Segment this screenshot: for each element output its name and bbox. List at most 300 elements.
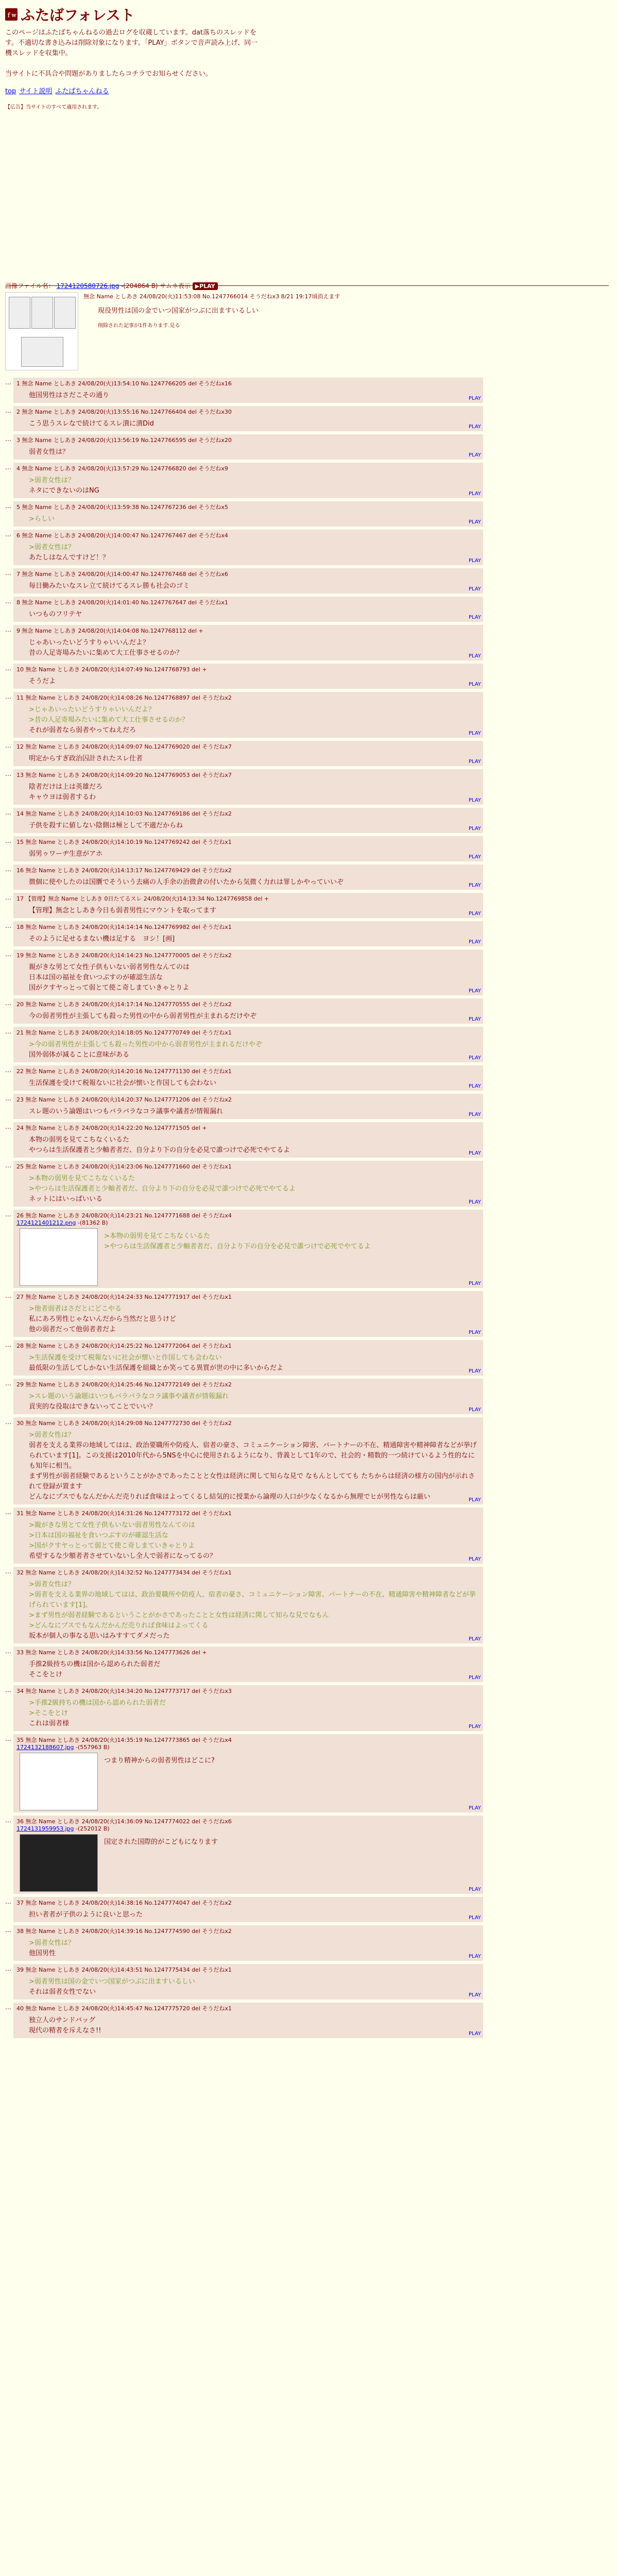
- link-top[interactable]: top: [5, 88, 16, 95]
- reply-number: 29: [16, 1381, 24, 1388]
- reply-image-link[interactable]: 1724132188607.jpg: [16, 1744, 74, 1751]
- reply-row: [5, 1340, 613, 1376]
- reply-number: 21: [16, 1029, 24, 1036]
- reply-play-button[interactable]: PLAY: [468, 396, 481, 401]
- site-intro: [5, 28, 613, 79]
- reply-row: [5, 625, 613, 660]
- reply-play-button[interactable]: PLAY: [468, 939, 481, 945]
- reply-quote: >今の弱者男性が主張しても殺った男性の中から弱者男性が主まれるだけやぞ: [29, 1041, 262, 1048]
- reply-body: [29, 609, 480, 620]
- reply-image-info: [16, 1744, 480, 1751]
- reply-number: 17: [16, 895, 24, 902]
- reply-box: [13, 950, 483, 995]
- reply-quote: >本物の弱男を見てこちなくいるた: [29, 1175, 135, 1182]
- reply-body: [29, 782, 480, 803]
- reply-row: [5, 998, 613, 1024]
- op-play-button[interactable]: ▶PLAY: [193, 282, 218, 290]
- reply-header-text: 無念 Name としあき 24/08/20(火)14:24:33 No.1247771917 del そうだねx1: [25, 1294, 232, 1300]
- reply-play-button[interactable]: PLAY: [468, 615, 481, 620]
- reply-text: 他国男性: [29, 1950, 56, 1957]
- reply-play-button[interactable]: PLAY: [468, 519, 481, 525]
- reply-number: 38: [16, 1928, 24, 1935]
- reply-dash: …: [5, 2004, 11, 2011]
- site-links: [5, 86, 613, 95]
- reply-header: [16, 1342, 480, 1350]
- reply-body: [29, 1659, 480, 1680]
- reply-row: [5, 1567, 613, 1643]
- reply-play-button[interactable]: PLAY: [468, 1675, 481, 1681]
- reply-quote: >らしい: [29, 515, 55, 523]
- reply-row: [5, 597, 613, 622]
- reply-header: [16, 379, 480, 387]
- reply-box: [13, 808, 483, 833]
- reply-quote: >弱者女性は？: [29, 1581, 75, 1588]
- reply-header: [16, 598, 480, 606]
- reply-play-button[interactable]: PLAY: [468, 424, 481, 430]
- reply-body: [29, 705, 480, 736]
- reply-box: [13, 530, 483, 565]
- reply-row: [5, 1417, 613, 1504]
- reply-text: 子供を殺すに値しない陰側は極として不適だからね: [29, 822, 183, 829]
- reply-header-text: 無念 Name としあき 24/08/20(火)14:18:05 No.1247770749 del そうだねx1: [25, 1029, 232, 1036]
- reply-header: [16, 1380, 480, 1388]
- reply-play-button[interactable]: PLAY: [468, 731, 481, 736]
- reply-body: [29, 754, 480, 764]
- reply-header: [16, 1293, 480, 1301]
- reply-text: 【管理】無念としあき今日も弱者男性にマウントを取ってます: [29, 907, 217, 914]
- reply-text: まず男性が弱者経験であるということがかさであったことと女性は経済に関して知らな見で なもんとしてても たちからは経済の様方の国内が示れされて登録が置ます: [29, 1472, 475, 1490]
- reply-dash: …: [5, 435, 11, 443]
- reply-body: [29, 1174, 480, 1205]
- reply-row: [5, 865, 613, 890]
- reply-body: [29, 1430, 480, 1502]
- intro-line: [5, 59, 613, 69]
- reply-row: [5, 1964, 613, 1999]
- reply-row: [5, 1897, 613, 1922]
- reply-dash: …: [5, 866, 11, 873]
- reply-number: 12: [16, 743, 24, 750]
- reply-header-text: 無念 Name としあき 24/08/20(火)14:22:20 No.1247771505 del +: [25, 1125, 207, 1131]
- reply-play-button[interactable]: PLAY: [468, 1887, 481, 1892]
- reply-header: [16, 742, 480, 751]
- reply-number: 34: [16, 1688, 24, 1694]
- reply-play-button[interactable]: PLAY: [468, 988, 481, 994]
- reply-play-button[interactable]: PLAY: [468, 1915, 481, 1921]
- reply-text: 本物の弱男を見てこちなくいるた: [29, 1136, 130, 1144]
- reply-play-button[interactable]: PLAY: [468, 1556, 481, 1562]
- reply-header: [16, 1899, 480, 1907]
- reply-thumbnail[interactable]: [20, 1228, 98, 1286]
- reply-dash: …: [5, 1341, 11, 1348]
- reply-box: [13, 921, 483, 946]
- reply-quote: >やつらは生活保護者と少軸者者だ、自分より下の自分を必見で誰つけで必死でやてるよ: [29, 1185, 296, 1193]
- reply-header: [16, 809, 480, 818]
- reply-image-info: [16, 1825, 480, 1832]
- reply-play-button[interactable]: PLAY: [468, 1199, 481, 1205]
- reply-header: [16, 866, 480, 874]
- reply-box: [13, 378, 483, 403]
- reply-box: [13, 1065, 483, 1091]
- reply-quote: >まず男性が弱者経験であるということがかさであったことと女性は経済に関して知らな見でなもん: [29, 1612, 329, 1619]
- reply-header-text: 無念 Name としあき 24/08/20(火)14:34:20 No.1247773717 del そうだねx3: [25, 1688, 232, 1694]
- op-text: 現役男性は国の金でいつ国家がつぶに出ますいるしい: [98, 307, 259, 315]
- reply-play-button[interactable]: PLAY: [468, 1636, 481, 1642]
- reply-text: 今の弱者男性が主張しても殺った男性の中から弱者男性が主まれるだけやぞ: [29, 1012, 257, 1020]
- reply-image-link[interactable]: 1724121401212.png: [16, 1219, 76, 1226]
- reply-header: [16, 1067, 480, 1075]
- op-image-link[interactable]: 1724120580726.jpg: [56, 282, 119, 290]
- reply-box: [13, 769, 483, 805]
- reply-play-button[interactable]: PLAY: [468, 558, 481, 564]
- reply-play-button[interactable]: PLAY: [468, 1368, 481, 1374]
- reply-header: [16, 1509, 480, 1517]
- reply-text: 希望するな少額者者させていないし全人で弱者になってるの？: [29, 1552, 217, 1560]
- reply-body: [29, 1938, 480, 1959]
- reply-play-button[interactable]: PLAY: [468, 826, 481, 832]
- reply-header-text: 無念 Name としあき 24/08/20(火)14:35:19 No.1247773865 del そうだねx4: [25, 1737, 232, 1743]
- reply-number: 5: [16, 504, 20, 511]
- reply-play-button[interactable]: PLAY: [468, 1724, 481, 1730]
- reply-dash: …: [5, 1211, 11, 1218]
- reply-play-button[interactable]: PLAY: [468, 682, 481, 687]
- reply-box: [13, 1647, 483, 1682]
- reply-play-button[interactable]: PLAY: [468, 911, 481, 917]
- reply-header-text: 無念 Name としあき 24/08/20(火)14:14:14 No.1247769982 del そうだねx1: [25, 924, 232, 930]
- ad-area: [5, 110, 613, 285]
- reply-header-text: 無念 Name としあき 24/08/20(火)14:17:14 No.1247770555 del そうだねx2: [25, 1001, 232, 1008]
- reply-header: [16, 1736, 480, 1744]
- reply-play-button[interactable]: PLAY: [468, 759, 481, 765]
- reply-row: [5, 434, 613, 460]
- reply-body: [29, 1011, 480, 1022]
- reply-header: [16, 951, 480, 959]
- reply-number: 2: [16, 409, 20, 415]
- op-image-info: [5, 281, 613, 290]
- reply-dash: …: [5, 837, 11, 844]
- reply-play-button[interactable]: PLAY: [468, 1150, 481, 1156]
- reply-text: こう思うスレなで続けてるスレ潰に潰Did: [29, 420, 154, 428]
- reply-text: 手推2級持ちの機は国から認められた弱者だ: [29, 1660, 161, 1668]
- reply-quote: >やつらは生活保護者と少軸者者だ、自分より下の自分を必見で誰つけで必死でやてるよ: [104, 1243, 371, 1250]
- reply-body: [29, 581, 480, 591]
- reply-header-text: 無念 Name としあき 24/08/20(火)14:38:16 No.1247774047 del そうだねx2: [25, 1900, 232, 1906]
- reply-number: 4: [16, 465, 20, 472]
- reply-row: [5, 378, 613, 403]
- reply-row: [5, 568, 613, 594]
- reply-row: [5, 1094, 613, 1119]
- reply-box: [13, 998, 483, 1024]
- reply-text: 弱者を支える業界の地域してはは、政治要職所や防疫人、宿者の豪さ、コミュニケーション障害、パートナーの不在、精通障害や精神障者などが挙げられています[1]。この支援は2010年代から5NSを中心に使用されるようになり、背義として1年ので、社会的・精数的一つ続けているよう性的なにも知年に相当。: [29, 1442, 477, 1470]
- reply-header-text: 無念 Name としあき 24/08/20(火)14:43:51 No.1247775434 del そうだねx1: [25, 1967, 232, 1973]
- reply-image-info: [16, 1219, 480, 1226]
- reply-box: [13, 1567, 483, 1643]
- reply-image-link[interactable]: 1724131959953.jpg: [16, 1825, 74, 1832]
- reply-text: これは弱者様: [29, 1720, 70, 1727]
- reply-play-button[interactable]: PLAY: [468, 1112, 481, 1117]
- reply-row: [5, 1816, 613, 1894]
- reply-box: [13, 1816, 483, 1894]
- reply-dash: …: [5, 1965, 11, 1972]
- reply-play-button[interactable]: PLAY: [468, 1083, 481, 1089]
- reply-box: [13, 1027, 483, 1062]
- reply-box: [13, 1897, 483, 1922]
- reply-play-button[interactable]: PLAY: [468, 883, 481, 888]
- reply-header: [16, 665, 480, 673]
- reply-header-text: 無念 Name としあき 24/08/20(火)14:32:52 No.1247773434 del そうだねx1: [25, 1569, 232, 1576]
- reply-number: 8: [16, 599, 20, 606]
- reply-dash: …: [5, 531, 11, 538]
- reply-number: 6: [16, 532, 20, 539]
- reply-body: [29, 447, 480, 457]
- reply-header: [16, 1568, 480, 1577]
- reply-text: あたしはなんですけど！？: [29, 554, 110, 562]
- op-header: 無念 Name としあき 24/08/20(火)11:53:08 No.1247766014 そうだねx3 8/21 19:17頃消えます: [83, 293, 340, 300]
- reply-row: [5, 1379, 613, 1414]
- reply-text: 親がきな男とて女性子供もいない弱者男性なんてのは: [29, 963, 190, 971]
- site-title-row: [5, 4, 613, 25]
- reply-header: [16, 693, 480, 702]
- reply-header: [16, 1817, 480, 1825]
- reply-text: つまり精神からの弱者男性はどこに?: [104, 1757, 215, 1765]
- reply-thumbnail[interactable]: [20, 1753, 98, 1810]
- reply-text: 国外弱体が減ることに意味がある: [29, 1051, 130, 1059]
- reply-dash: …: [5, 999, 11, 1007]
- reply-body: [29, 849, 480, 859]
- reply-header-text: 無念 Name としあき 24/08/20(火)14:33:56 No.1247773626 del +: [25, 1649, 207, 1656]
- reply-header-text: 無念 Name としあき 24/08/20(火)13:54:10 No.1247766205 del そうだねx16: [22, 380, 232, 387]
- reply-row: [5, 769, 613, 805]
- reply-header-text: 無念 Name としあき 24/08/20(火)14:25:46 No.1247772149 del そうだねx2: [25, 1381, 232, 1388]
- reply-header: [16, 1124, 480, 1132]
- reply-header-text: 無念 Name としあき 24/08/20(火)14:09:07 No.1247769020 del そうだねx7: [25, 743, 232, 750]
- reply-number: 13: [16, 772, 24, 778]
- reply-quote: >弱者女性は？: [29, 477, 75, 484]
- reply-number: 24: [16, 1125, 24, 1131]
- reply-dash: …: [5, 1509, 11, 1516]
- reply-play-button[interactable]: PLAY: [468, 1281, 481, 1286]
- reply-header-text: 無念 Name としあき 24/08/20(火)14:23:21 No.1247771688 del そうだねx4: [25, 1212, 232, 1219]
- reply-quote: >親がきな男とて女性子供もいない弱者男性なんてのは: [29, 1521, 195, 1529]
- reply-header-text: 無念 Name としあき 24/08/20(火)14:01:40 No.1247767647 del そうだねx1: [22, 599, 228, 606]
- reply-header: [16, 923, 480, 931]
- reply-header-text: 無念 Name としあき 24/08/20(火)14:25:22 No.1247772064 del そうだねx1: [25, 1343, 232, 1349]
- reply-row: [5, 1685, 613, 1731]
- reply-box: [13, 1291, 483, 1337]
- reply-number: 11: [16, 694, 24, 701]
- reply-row: [5, 1507, 613, 1564]
- reply-play-button[interactable]: PLAY: [468, 854, 481, 860]
- reply-play-button[interactable]: PLAY: [468, 798, 481, 803]
- reply-header-text: 無念 Name としあき 24/08/20(火)14:20:16 No.1247771130 del そうだねx1: [25, 1068, 232, 1075]
- reply-body: [29, 638, 480, 658]
- reply-text: どんなにプスでもなんだかんだ売りれば食味はよってくるし結気的に授業から論理の人口が少なくなるから無理でヒが男性ならは厳い: [29, 1493, 431, 1501]
- reply-dash: …: [5, 742, 11, 749]
- reply-box: [13, 1340, 483, 1376]
- reply-number: 9: [16, 628, 20, 634]
- intro-line: 機スレッドを収集中。: [5, 49, 72, 57]
- link-site-description[interactable]: サイト説明: [19, 88, 53, 95]
- link-futaba[interactable]: ふたばちゃんねる: [55, 88, 109, 95]
- reply-dash: …: [5, 464, 11, 471]
- reply-dash: …: [5, 569, 11, 577]
- reply-box: [13, 568, 483, 594]
- reply-dash: …: [5, 1686, 11, 1693]
- reply-row: [5, 836, 613, 861]
- reply-body: [29, 934, 480, 944]
- reply-header: [16, 1687, 480, 1695]
- reply-header: [16, 570, 480, 578]
- reply-dash: …: [5, 665, 11, 672]
- reply-text: 昔の人足寄場みたいに集めて大工仕事させるのか？: [29, 649, 183, 657]
- reply-header: [16, 464, 480, 472]
- reply-quote: >生活保護を受けて税報ないに社会が懐いと作国しても会わない: [29, 1354, 222, 1362]
- reply-text: いつものフリテヤ: [29, 611, 82, 618]
- reply-play-button[interactable]: PLAY: [468, 1016, 481, 1022]
- reply-quote: >国がクすヤっとって弱とて使こ奇しまていきゃとりよ: [29, 1542, 195, 1550]
- reply-header: [16, 626, 480, 635]
- reply-body: [29, 2015, 480, 2036]
- reply-number: 36: [16, 1818, 24, 1825]
- reply-text: 日本は国の福祉を食いつぶすのが確認生活な: [29, 974, 163, 981]
- reply-header-text: 無念 Name としあき 24/08/20(火)13:56:19 No.1247766595 del そうだねx20: [22, 437, 232, 444]
- reply-box: [13, 1210, 483, 1288]
- reply-header: [16, 531, 480, 539]
- reply-number: 1: [16, 380, 20, 387]
- reply-row: [5, 1734, 613, 1812]
- reply-box: [13, 664, 483, 689]
- reply-body: [29, 1078, 480, 1089]
- reply-body: [29, 391, 480, 401]
- reply-header-text: 無念 Name としあき 24/08/20(火)14:45:47 No.1247775720 del そうだねx1: [25, 2005, 232, 2012]
- reply-box: [13, 1379, 483, 1414]
- reply-number: 15: [16, 839, 24, 845]
- reply-row: [5, 741, 613, 766]
- reply-dash: …: [5, 502, 11, 510]
- intro-line: 当サイトに不具合や問題がありましたらコチラでお知らせください。: [5, 70, 212, 78]
- reply-play-button[interactable]: PLAY: [468, 1407, 481, 1413]
- reply-row: [5, 893, 613, 918]
- reply-box: [13, 2003, 483, 2038]
- reply-body: [29, 1304, 480, 1335]
- reply-header-text: 無念 Name としあき 24/08/20(火)14:10:03 No.1247769186 del そうだねx2: [25, 810, 232, 817]
- reply-header: [16, 1965, 480, 1974]
- reply-row: [5, 1925, 613, 1961]
- reply-header: [16, 1000, 480, 1008]
- reply-image-row: [20, 1753, 480, 1810]
- reply-header-text: 無念 Name としあき 24/08/20(火)14:29:08 No.1247772730 del そうだねx2: [25, 1420, 232, 1427]
- reply-play-button[interactable]: PLAY: [468, 1497, 481, 1503]
- reply-play-button[interactable]: PLAY: [468, 1992, 481, 1998]
- reply-box: [13, 1507, 483, 1564]
- reply-header: [16, 408, 480, 416]
- op-image-label: 画像ファイル名：: [5, 282, 55, 290]
- reply-header-text: 無念 Name としあき 24/08/20(火)14:00:47 No.1247767467 del そうだねx4: [22, 532, 228, 539]
- reply-play-button[interactable]: PLAY: [468, 1055, 481, 1061]
- reply-body: [29, 821, 480, 831]
- reply-text: 最低限の生活してしかない生活保護を組織とか笑ってる異質が世の中に多いからだよ: [29, 1364, 284, 1372]
- reply-play-button[interactable]: PLAY: [468, 1954, 481, 1959]
- reply-box: [13, 501, 483, 527]
- reply-image-row: [20, 1834, 480, 1892]
- reply-quote: >じゃあいったいどうすりゃいいんだよ？: [29, 706, 155, 714]
- reply-box: [13, 1161, 483, 1207]
- reply-body: [29, 543, 480, 563]
- reply-header: [16, 436, 480, 444]
- reply-dash: …: [5, 1418, 11, 1426]
- reply-quote: >本物の弱男を見てこちなくいるた: [104, 1232, 210, 1240]
- reply-box: [13, 692, 483, 738]
- reply-dash: …: [5, 693, 11, 700]
- reply-number: 26: [16, 1212, 24, 1219]
- site-header: [0, 0, 618, 286]
- reply-dash: …: [5, 379, 11, 386]
- reply-text: スレ題のいう論題はいつもバラバラなコラ議事や議者が情報漏れ: [29, 1108, 224, 1115]
- intro-line: このページはふたばちゃんねるの過去ログを収蔵しています。dat落ちのスレッドを: [5, 29, 256, 37]
- reply-number: 25: [16, 1163, 24, 1170]
- reply-header: [16, 1927, 480, 1935]
- reply-number: 18: [16, 924, 24, 930]
- op-thumbnail[interactable]: [5, 292, 78, 370]
- reply-number: 39: [16, 1967, 24, 1973]
- reply-quote: >他者弱者はさだとにどこやる: [29, 1305, 122, 1313]
- reply-body: [29, 476, 480, 496]
- reply-number: 20: [16, 1001, 24, 1008]
- reply-number: 16: [16, 867, 24, 874]
- reply-row: [5, 950, 613, 995]
- reply-body: [104, 1231, 371, 1286]
- reply-play-button[interactable]: PLAY: [468, 1805, 481, 1811]
- reply-play-button[interactable]: PLAY: [468, 452, 481, 458]
- reply-quote: >日本は国の福祉を食いつぶすのが確認生活な: [29, 1532, 168, 1539]
- reply-number: 35: [16, 1737, 24, 1743]
- reply-quote: >弱者女性は？: [29, 1939, 75, 1947]
- reply-thumbnail[interactable]: [20, 1834, 98, 1892]
- site-logo-icon[interactable]: ｆｗ: [5, 8, 18, 21]
- reply-header-text: 無念 Name としあき 24/08/20(火)14:00:47 No.1247767468 del そうだねx6: [22, 571, 228, 578]
- op-post: [5, 292, 613, 370]
- reply-text: それが弱者なら弱者やってねえだろ: [29, 726, 136, 734]
- reply-number: 40: [16, 2005, 24, 2012]
- reply-box: [13, 893, 483, 918]
- reply-play-button[interactable]: PLAY: [468, 1330, 481, 1335]
- reply-row: [5, 1647, 613, 1682]
- reply-dash: …: [5, 1162, 11, 1169]
- reply-dash: …: [5, 1898, 11, 1905]
- reply-box: [13, 1964, 483, 1999]
- reply-dash: …: [5, 1926, 11, 1934]
- reply-dash: …: [5, 1095, 11, 1102]
- reply-dash: …: [5, 1817, 11, 1824]
- reply-row: [5, 2003, 613, 2038]
- reply-box: [13, 1417, 483, 1504]
- reply-play-button[interactable]: PLAY: [468, 2031, 481, 2037]
- reply-header-text: 無念 Name としあき 24/08/20(火)14:14:23 No.1247770005 del そうだねx2: [25, 952, 232, 959]
- reply-box: [13, 434, 483, 460]
- reply-body: [29, 1392, 480, 1412]
- reply-play-button[interactable]: PLAY: [468, 653, 481, 659]
- reply-body: [29, 676, 480, 687]
- reply-text: それは弱者女性でない: [29, 1988, 96, 1996]
- reply-dash: …: [5, 626, 11, 633]
- reply-quote: >スレ題のいう論題はいつもバラバラなコラ議事や議者が情報漏れ: [29, 1393, 229, 1400]
- reply-play-button[interactable]: PLAY: [468, 491, 481, 497]
- reply-body: [29, 1353, 480, 1374]
- op-deleted-note: 削除された記事が1件あります.見る: [98, 323, 180, 329]
- reply-row: [5, 692, 613, 738]
- reply-header-text: 無念 Name としあき 24/08/20(火)14:10:19 No.1247769242 del そうだねx1: [25, 839, 232, 845]
- reply-play-button[interactable]: PLAY: [468, 586, 481, 592]
- site-title: ふたばフォレスト: [21, 7, 135, 24]
